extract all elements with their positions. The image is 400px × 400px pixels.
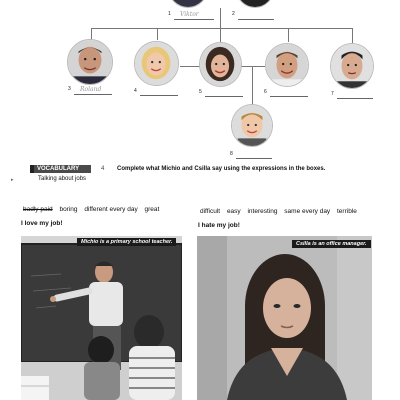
member-name-1: Viktor <box>180 11 199 18</box>
answer-line-3 <box>74 94 112 95</box>
exercise-number: 4 <box>101 166 105 172</box>
family-member-4-photo <box>134 41 179 86</box>
family-member-7-photo <box>330 43 374 89</box>
connector <box>220 28 221 42</box>
connector <box>288 28 289 42</box>
left-heading: I love my job! <box>21 220 63 227</box>
word-option: easy <box>226 208 241 215</box>
member-number-5: 5 <box>199 89 202 95</box>
connector <box>157 28 158 40</box>
member-number-2: 2 <box>232 11 235 17</box>
answer-line-1 <box>174 19 214 20</box>
word-option: interesting <box>247 208 278 215</box>
connector <box>91 28 352 29</box>
word-option: great <box>144 206 160 213</box>
word-option: same every day <box>284 208 331 215</box>
connector <box>352 28 353 44</box>
left-word-box <box>23 206 164 213</box>
answer-line-2 <box>238 19 274 20</box>
word-option: terrible <box>337 208 357 215</box>
family-member-2-photo <box>236 0 274 8</box>
pointer-arrow-icon: ▸ <box>11 177 14 183</box>
family-member-3-photo <box>67 39 113 85</box>
office-manager-photo <box>197 236 372 400</box>
vocabulary-topic: Talking about jobs <box>38 176 87 182</box>
family-member-6-photo <box>265 43 309 87</box>
answer-line-8 <box>236 158 272 159</box>
right-heading: I hate my job! <box>198 222 240 229</box>
answer-line-7 <box>337 98 373 99</box>
member-number-1: 1 <box>168 11 171 17</box>
answer-line-5 <box>205 96 243 97</box>
member-number-6: 6 <box>264 89 267 95</box>
office-manager-caption: Csilla is an office manager. <box>292 240 371 248</box>
answer-line-4 <box>140 95 178 96</box>
word-option: difficult <box>200 208 221 215</box>
vocabulary-tag-marker <box>30 165 34 173</box>
family-member-5-photo <box>199 42 242 87</box>
right-word-box <box>200 208 362 215</box>
member-name-3: Roland <box>80 86 102 93</box>
member-number-8: 8 <box>230 151 233 157</box>
answer-line-6 <box>270 96 308 97</box>
family-member-8-photo <box>231 104 273 147</box>
vocabulary-tag: VOCABULARY <box>30 165 91 173</box>
exercise-instruction: Complete what Michio and Csilla say using the expressions in the boxes. <box>117 166 326 172</box>
member-number-7: 7 <box>331 91 334 97</box>
teacher-photo <box>21 236 182 400</box>
word-option: boring <box>59 206 78 213</box>
member-number-4: 4 <box>134 88 137 94</box>
teacher-caption: Michio is a primary school teacher. <box>77 238 176 246</box>
connector <box>220 8 221 28</box>
family-member-1-photo <box>168 0 208 8</box>
word-option: badly paid <box>23 206 53 213</box>
word-option: different every day <box>84 206 138 213</box>
connector <box>180 66 200 67</box>
member-number-3: 3 <box>68 86 71 92</box>
connector <box>252 66 253 106</box>
